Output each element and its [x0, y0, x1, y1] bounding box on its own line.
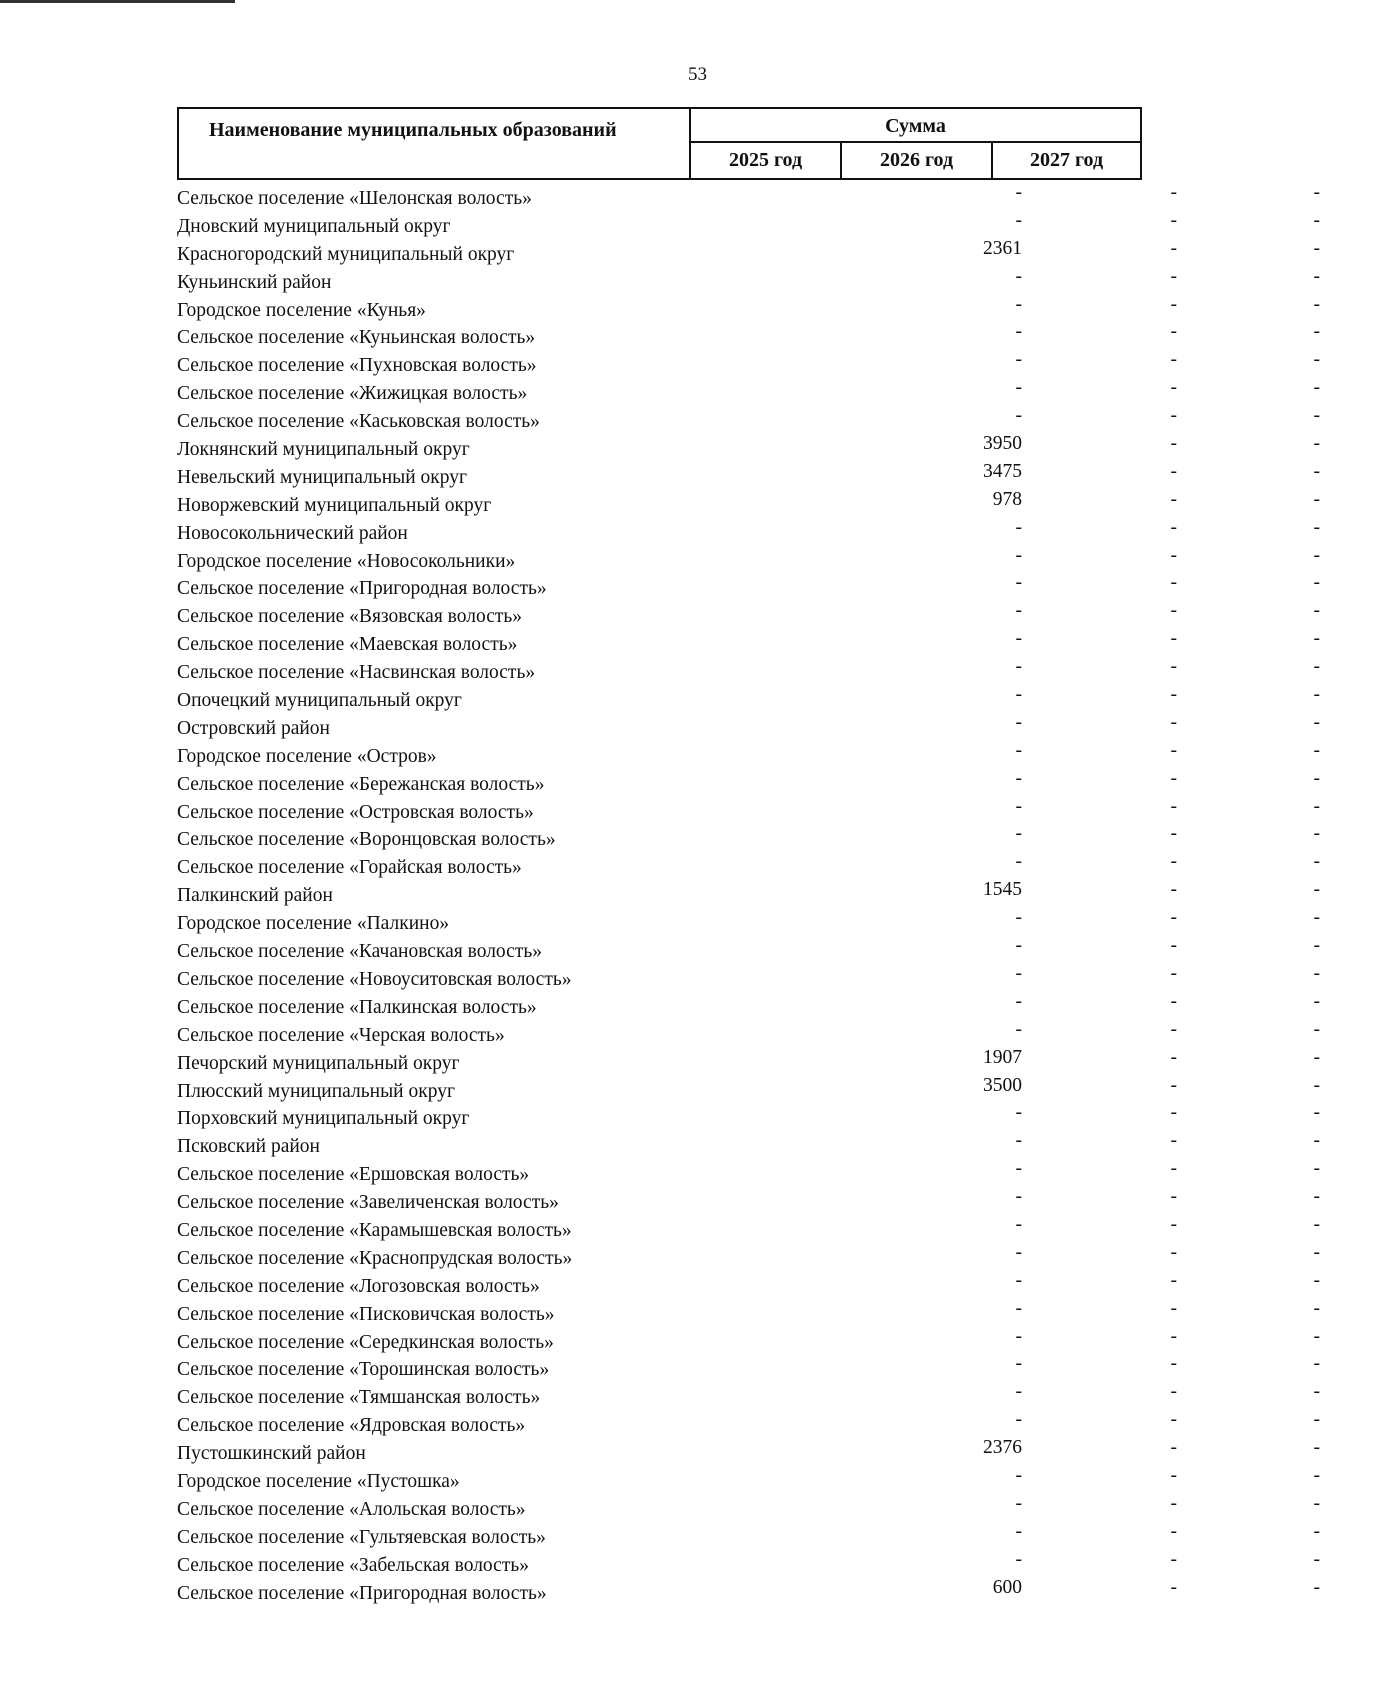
amount-2027: -	[1313, 1464, 1320, 1486]
table-row	[177, 1352, 1320, 1381]
amount-2027: -	[1313, 879, 1320, 901]
amount-2026: -	[1170, 1492, 1177, 1514]
table-row	[177, 1297, 1320, 1325]
amount-2027: -	[1313, 544, 1320, 566]
municipality-name: Сельское поселение «Бережанская волость»	[177, 773, 545, 795]
municipality-name: Сельское поселение «Середкинская волость»	[177, 1331, 554, 1353]
amount-2026: -	[1170, 739, 1177, 761]
header-year-2026: 2026 год	[842, 143, 993, 178]
municipality-name: Новоржевский муниципальный округ	[177, 494, 492, 516]
amount-2025: -	[1015, 1297, 1022, 1319]
amount-2027: -	[1313, 990, 1320, 1012]
municipality-name: Сельское поселение «Островская волость»	[177, 801, 534, 823]
table-row	[177, 516, 1320, 544]
amount-2025: -	[1015, 349, 1022, 371]
amount-2027: -	[1313, 600, 1320, 622]
amount-2026: -	[1170, 405, 1177, 427]
amount-2027: -	[1313, 656, 1320, 678]
amount-2025: -	[1015, 600, 1022, 622]
table-row	[177, 599, 1320, 628]
amount-2027: -	[1313, 1492, 1320, 1514]
amount-2026: -	[1170, 182, 1177, 203]
table-row	[177, 1464, 1320, 1492]
amount-2025: -	[1015, 1464, 1022, 1486]
municipality-name: Дновский муниципальный округ	[177, 215, 451, 237]
amount-2026: -	[1170, 628, 1177, 650]
amount-2025: -	[1015, 823, 1022, 845]
table-row	[177, 1436, 1320, 1465]
table-row	[177, 1241, 1320, 1269]
amount-2025: -	[1015, 265, 1022, 287]
amount-2027: -	[1313, 1130, 1320, 1152]
table-row	[177, 990, 1320, 1018]
table-row	[177, 1129, 1320, 1158]
amount-2025: -	[1015, 1241, 1022, 1263]
amount-2026: -	[1170, 1576, 1177, 1598]
table-row	[177, 1213, 1320, 1241]
municipality-name: Городское поселение «Новосокольники»	[177, 550, 516, 572]
table-row	[177, 1492, 1320, 1520]
amount-2027: -	[1313, 265, 1320, 287]
amount-2027: -	[1313, 851, 1320, 873]
amount-2026: -	[1170, 1241, 1177, 1263]
municipality-name: Сельское поселение «Пухновская волость»	[177, 355, 537, 377]
amount-2027: -	[1313, 321, 1320, 343]
amount-2025: -	[1015, 544, 1022, 566]
amount-2026: -	[1170, 265, 1177, 287]
amount-2026: -	[1170, 1102, 1177, 1124]
municipality-name: Сельское поселение «Палкинская волость»	[177, 996, 537, 1018]
table-row	[177, 293, 1320, 321]
amount-2025: 3950	[983, 433, 1022, 455]
amount-2025: -	[1015, 1130, 1022, 1152]
amount-2027: -	[1313, 1018, 1320, 1040]
amount-2026: -	[1170, 1046, 1177, 1068]
amount-2027: -	[1313, 405, 1320, 427]
amount-2025: -	[1015, 1492, 1022, 1514]
amount-2027: -	[1313, 1186, 1320, 1208]
amount-2026: -	[1170, 1158, 1177, 1180]
amount-2027: -	[1313, 1325, 1320, 1347]
amount-2025: -	[1015, 293, 1022, 315]
municipality-name: Городское поселение «Остров»	[177, 745, 437, 767]
amount-2026: -	[1170, 1018, 1177, 1040]
amount-2027: -	[1313, 962, 1320, 984]
municipality-name: Сельское поселение «Воронцовская волость»	[177, 829, 556, 851]
municipality-name: Невельский муниципальный округ	[177, 466, 468, 488]
amount-2025: -	[1015, 684, 1022, 706]
amount-2027: -	[1313, 1241, 1320, 1263]
amount-2026: -	[1170, 879, 1177, 901]
amount-2026: -	[1170, 1269, 1177, 1291]
amount-2025: 600	[992, 1576, 1022, 1598]
amount-2026: -	[1170, 1213, 1177, 1235]
amount-2027: -	[1313, 1548, 1320, 1570]
municipality-name: Сельское поселение «Завеличенская волость»	[177, 1192, 559, 1214]
amount-2027: -	[1313, 182, 1320, 203]
municipality-name: Городское поселение «Кунья»	[177, 299, 426, 321]
amount-2025: -	[1015, 851, 1022, 873]
municipality-name: Сельское поселение «Гультяевская волость»	[177, 1526, 546, 1548]
amount-2026: -	[1170, 349, 1177, 371]
table-row	[177, 878, 1320, 907]
table-row	[177, 376, 1320, 405]
municipality-name: Палкинский район	[177, 885, 333, 907]
amount-2025: -	[1015, 516, 1022, 538]
table-row	[177, 1325, 1320, 1353]
amount-2025: -	[1015, 405, 1022, 427]
amount-2027: -	[1313, 1381, 1320, 1403]
table-row	[177, 209, 1320, 237]
table-row	[177, 1074, 1320, 1102]
municipality-name: Локнянский муниципальный округ	[177, 439, 470, 461]
amount-2025: -	[1015, 990, 1022, 1012]
amount-2025: 978	[992, 488, 1022, 510]
amount-2026: -	[1170, 293, 1177, 315]
amount-2026: -	[1170, 851, 1177, 873]
municipality-name: Порховский муниципальный округ	[177, 1108, 470, 1130]
municipality-name: Сельское поселение «Карамышевская волость»	[177, 1219, 572, 1241]
amount-2026: -	[1170, 1464, 1177, 1486]
table-row	[177, 962, 1320, 990]
table-row	[177, 544, 1320, 572]
amount-2027: -	[1313, 739, 1320, 761]
amount-2026: -	[1170, 516, 1177, 538]
amount-2025: 1907	[983, 1046, 1022, 1068]
municipality-name: Сельское поселение «Логозовская волость»	[177, 1275, 540, 1297]
amount-2026: -	[1170, 1074, 1177, 1096]
table-row	[177, 1101, 1320, 1130]
table-header	[177, 107, 1142, 180]
amount-2025: 3475	[983, 460, 1022, 482]
amount-2027: -	[1313, 1213, 1320, 1235]
amount-2025: -	[1015, 1353, 1022, 1375]
table-row	[177, 1046, 1320, 1074]
municipality-name: Сельское поселение «Каськовская волость»	[177, 411, 540, 433]
municipality-name: Печорский муниципальный округ	[177, 1052, 460, 1074]
table-row	[177, 348, 1320, 377]
table-body	[177, 181, 1320, 1604]
amount-2026: -	[1170, 544, 1177, 566]
municipality-name: Сельское поселение «Тямшанская волость»	[177, 1387, 541, 1409]
amount-2025: -	[1015, 711, 1022, 733]
table-row	[177, 767, 1320, 795]
table-row	[177, 906, 1320, 935]
table-row	[177, 934, 1320, 963]
amount-2026: -	[1170, 1437, 1177, 1459]
amount-2025: -	[1015, 935, 1022, 957]
amount-2027: -	[1313, 209, 1320, 231]
amount-2026: -	[1170, 1409, 1177, 1431]
municipality-name: Сельское поселение «Ядровская волость»	[177, 1415, 526, 1437]
amount-2026: -	[1170, 1353, 1177, 1375]
table-row	[177, 711, 1320, 739]
amount-2026: -	[1170, 795, 1177, 817]
amount-2025: -	[1015, 1520, 1022, 1542]
amount-2026: -	[1170, 433, 1177, 455]
header-name-column: Наименование муниципальных образований	[179, 109, 691, 178]
amount-2025: -	[1015, 1213, 1022, 1235]
amount-2027: -	[1313, 795, 1320, 817]
amount-2026: -	[1170, 684, 1177, 706]
amount-2025: 1545	[983, 879, 1022, 901]
amount-2026: -	[1170, 1325, 1177, 1347]
municipality-name: Сельское поселение «Торошинская волость»	[177, 1359, 550, 1381]
municipality-name: Сельское поселение «Вязовская волость»	[177, 606, 523, 628]
amount-2026: -	[1170, 209, 1177, 231]
amount-2026: -	[1170, 377, 1177, 399]
municipality-name: Сельское поселение «Насвинская волость»	[177, 662, 536, 684]
scan-top-edge-line	[0, 0, 235, 3]
table-row	[177, 320, 1320, 349]
amount-2025: -	[1015, 767, 1022, 789]
amount-2025: -	[1015, 628, 1022, 650]
table-row	[177, 1269, 1320, 1297]
amount-2025: 2376	[983, 1437, 1022, 1459]
municipality-name: Сельское поселение «Алольская волость»	[177, 1498, 526, 1520]
table-row	[177, 1018, 1320, 1046]
amount-2026: -	[1170, 907, 1177, 929]
amount-2026: -	[1170, 321, 1177, 343]
municipality-name: Сельское поселение «Черская волость»	[177, 1024, 505, 1046]
amount-2027: -	[1313, 516, 1320, 538]
amount-2025: -	[1015, 656, 1022, 678]
municipality-name: Новосокольнический район	[177, 522, 408, 544]
header-year-2025: 2025 год	[691, 143, 842, 178]
table-row	[177, 432, 1320, 461]
municipality-name: Псковский район	[177, 1136, 320, 1158]
amount-2027: -	[1313, 1046, 1320, 1068]
amount-2025: -	[1015, 739, 1022, 761]
table-row	[177, 1520, 1320, 1548]
municipality-name: Сельское поселение «Краснопрудская волость»	[177, 1247, 573, 1269]
amount-2027: -	[1313, 1437, 1320, 1459]
municipality-name: Сельское поселение «Пригородная волость»	[177, 1582, 547, 1604]
amount-2026: -	[1170, 935, 1177, 957]
municipality-name: Сельское поселение «Горайская волость»	[177, 857, 522, 879]
amount-2027: -	[1313, 349, 1320, 371]
amount-2025: -	[1015, 1158, 1022, 1180]
amount-2025: -	[1015, 795, 1022, 817]
amount-2025: -	[1015, 321, 1022, 343]
amount-2025: -	[1015, 572, 1022, 594]
table-row	[177, 795, 1320, 823]
municipality-name: Опочецкий муниципальный округ	[177, 690, 462, 712]
page-number: 53	[688, 64, 707, 85]
amount-2027: -	[1313, 1074, 1320, 1096]
amount-2026: -	[1170, 711, 1177, 733]
amount-2027: -	[1313, 237, 1320, 259]
amount-2027: -	[1313, 1269, 1320, 1291]
amount-2025: -	[1015, 182, 1022, 203]
table-row	[177, 460, 1320, 488]
amount-2026: -	[1170, 1186, 1177, 1208]
municipality-name: Красногородский муниципальный округ	[177, 243, 515, 265]
amount-2026: -	[1170, 488, 1177, 510]
amount-2025: -	[1015, 1186, 1022, 1208]
amount-2025: 3500	[983, 1074, 1022, 1096]
amount-2026: -	[1170, 460, 1177, 482]
amount-2027: -	[1313, 907, 1320, 929]
amount-2026: -	[1170, 237, 1177, 259]
table-row	[177, 404, 1320, 433]
table-row	[177, 655, 1320, 684]
header-sum-column: Сумма	[691, 109, 1140, 143]
amount-2027: -	[1313, 684, 1320, 706]
table-row	[177, 265, 1320, 293]
amount-2027: -	[1313, 377, 1320, 399]
amount-2027: -	[1313, 293, 1320, 315]
amount-2027: -	[1313, 572, 1320, 594]
municipality-name: Сельское поселение «Качановская волость»	[177, 941, 542, 963]
amount-2026: -	[1170, 1520, 1177, 1542]
amount-2027: -	[1313, 628, 1320, 650]
table-row	[177, 1185, 1320, 1214]
amount-2027: -	[1313, 935, 1320, 957]
municipality-name: Сельское поселение «Куньинская волость»	[177, 327, 536, 349]
amount-2026: -	[1170, 572, 1177, 594]
municipality-name: Городское поселение «Пустошка»	[177, 1470, 460, 1492]
municipality-name: Куньинский район	[177, 271, 332, 293]
table-row	[177, 237, 1320, 265]
amount-2027: -	[1313, 1520, 1320, 1542]
municipality-name: Сельское поселение «Писковичская волость»	[177, 1303, 555, 1325]
amount-2027: -	[1313, 488, 1320, 510]
municipality-name: Островский район	[177, 717, 330, 739]
table-row	[177, 850, 1320, 879]
amount-2025: -	[1015, 209, 1022, 231]
amount-2026: -	[1170, 656, 1177, 678]
amount-2026: -	[1170, 600, 1177, 622]
amount-2025: -	[1015, 377, 1022, 399]
amount-2026: -	[1170, 1548, 1177, 1570]
amount-2026: -	[1170, 823, 1177, 845]
amount-2025: -	[1015, 1018, 1022, 1040]
amount-2026: -	[1170, 1297, 1177, 1319]
amount-2025: -	[1015, 1269, 1022, 1291]
amount-2027: -	[1313, 1297, 1320, 1319]
header-year-2027: 2027 год	[1029, 149, 1104, 171]
amount-2025: -	[1015, 907, 1022, 929]
amount-2026: -	[1170, 1381, 1177, 1403]
amount-2025: 2361	[983, 237, 1022, 259]
amount-2027: -	[1313, 1102, 1320, 1124]
amount-2027: -	[1313, 1158, 1320, 1180]
table-row	[177, 1408, 1320, 1437]
table-row	[177, 822, 1320, 851]
amount-2027: -	[1313, 711, 1320, 733]
amount-2025: -	[1015, 962, 1022, 984]
table-row	[177, 1380, 1320, 1409]
table-row	[177, 488, 1320, 516]
amount-2026: -	[1170, 962, 1177, 984]
amount-2027: -	[1313, 433, 1320, 455]
municipality-name: Сельское поселение «Пригородная волость»	[177, 578, 547, 600]
municipality-name: Плюсский муниципальный округ	[177, 1080, 455, 1102]
table-row	[177, 571, 1320, 600]
amount-2027: -	[1313, 1353, 1320, 1375]
municipality-name: Пустошкинский район	[177, 1443, 366, 1465]
amount-2027: -	[1313, 1409, 1320, 1431]
amount-2026: -	[1170, 990, 1177, 1012]
amount-2026: -	[1170, 767, 1177, 789]
table-row	[177, 683, 1320, 712]
municipality-name: Сельское поселение «Новоуситовская волость»	[177, 968, 572, 990]
amount-2027: -	[1313, 1576, 1320, 1598]
table-row	[177, 1548, 1320, 1576]
municipality-name: Сельское поселение «Забельская волость»	[177, 1554, 529, 1576]
amount-2025: -	[1015, 1325, 1022, 1347]
municipality-name: Городское поселение «Палкино»	[177, 913, 450, 935]
table-row	[177, 1576, 1320, 1604]
amount-2025: -	[1015, 1548, 1022, 1570]
amount-2025: -	[1015, 1381, 1022, 1403]
municipality-name: Сельское поселение «Маевская волость»	[177, 634, 518, 656]
amount-2027: -	[1313, 823, 1320, 845]
amount-2027: -	[1313, 767, 1320, 789]
table-row	[177, 739, 1320, 767]
municipality-name: Сельское поселение «Жижицкая волость»	[177, 383, 528, 405]
amount-2026: -	[1170, 1130, 1177, 1152]
amount-2027: -	[1313, 460, 1320, 482]
amount-2025: -	[1015, 1409, 1022, 1431]
table-row	[177, 1157, 1320, 1186]
table-row	[177, 627, 1320, 656]
amount-2025: -	[1015, 1102, 1022, 1124]
municipality-name: Сельское поселение «Ершовская волость»	[177, 1164, 530, 1186]
municipality-name: Сельское поселение «Шелонская волость»	[177, 188, 532, 209]
table-row	[177, 181, 1320, 209]
